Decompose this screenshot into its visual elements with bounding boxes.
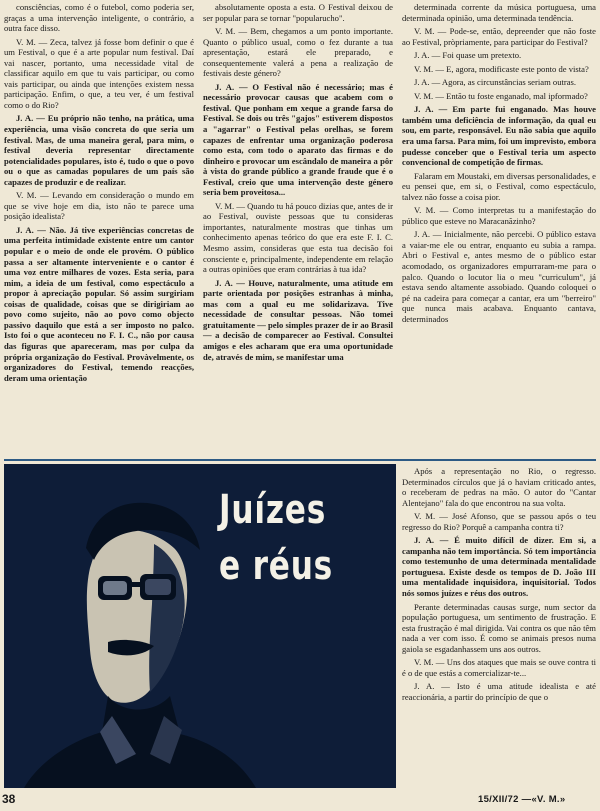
paragraph: J. A. — Eu próprio não tenho, na prática, uma experiência, uma visão concreta do que seria um festival. Mas, de uma maneira geral, para mim, o festival deveria representar directamente potencialidades populares, isto é, tudo o que o povo ou o que as camadas populares de um país são capazes de produzir e de realizar. [4,113,194,187]
paragraph: V. M. — Levando em consideração o mundo em que se vive hoje em dia, isto não te parece uma posição idealista? [4,190,194,222]
paragraph: J. A. — Isto é uma atitude idealista e até reaccionária, a partir do princípio de que o [402,681,596,702]
text-column-1 [4,2,194,386]
page-number: 38 [2,792,16,806]
section-divider [4,459,596,461]
page-footer [0,789,600,811]
paragraph: J. A. — O Festival não é necessário; mas é necessário provocar causas que acabem com o festival. Que ponham em xeque a grande farsa do Festival. Se dois ou três "gajos" estiverem dispostos a "agarrar" o Festival pelas orelhas, se forem capazes de enfrentar uma organização poderosa como esta, com todo o aparato das firmas e do dinheiro e provocar um escândalo de maneira a pôr à vista do grande público a grande fraude que é o Festival, creio que uma intervenção deste género seria bem proveitosa... [203,81,393,198]
paragraph: J. A. — Foi quase um pretexto. [414,50,522,61]
text-column-2 [203,2,393,365]
paragraph: J. A. — Em parte fui enganado. Mas houve também uma deficiência de informação, da qual eu sou, em parte, responsável. Eu não sabia que aquilo era uma farsa. Para mim, foi um imprevisto, embora pudesse conceber que o Festival teria um aspecto convencional de competição de firmas. [402,104,596,168]
paragraph: V. M. — Então tu foste enganado, mal ipformado? [414,90,588,101]
paragraph: J. A. — Não. Já tive experiências concretas de uma perfeita intimidade existente entre um cantor popular e o meio de onde ele provém. O público passa a ser altamente interveniente e o cantor é uma voz entre milhares de vozes. Esta seria, para mim, a ideia de um festival, como espectáculo a propor à apreciação popular. Só assim surgiriam coisas de qualidade, coisas que se dirigiriam ao povo como sujeito, não ao povo como objecto passivo daquilo que está a ser imposto no palco. Isto foi o que aconteceu no F. I. C., não por causa das figuras que apareceram, mas por culpa da própria organização do Festival. Provàvelmente, os organizadores do Festival, temendo reacções, deram uma orientação [4,224,194,383]
paragraph: J. A. — É muito difícil de dizer. Em si, a campanha não tem importância. Só tem importância como testemunho de uma determinada mentalidade portuguesa. Existe desde os tempos de D. João III uma mentalidade inquisidora, inquisitorial. Todos nós somos juízes e réus dos outros. [402,535,596,599]
paragraph: J. A. — Agora, as circunstâncias seriam outras. [414,77,577,88]
title-line-1: Juízes [219,487,327,533]
paragraph: V. M. — José Afonso, que se passou após o teu regresso do Rio? Porquê a campanha contra ti? [402,511,596,532]
paragraph: V. M. — Uns dos ataques que mais se ouve contra ti é o de que estás a comercializar-te... [402,657,596,678]
paragraph: determinada corrente da música portuguesa, uma determinada opinião, uma determinada tendência. [402,2,596,23]
text-column-4 [402,466,596,786]
text-column-3 [402,2,596,327]
paragraph: Perante determinadas causas surge, num sector da população portuguesa, um sentimento de frustração. E esta frustração é mal dirigida. Vai contra os que não têm nada a ver com isso. É como se animais presos numa gaiola se esgadanhassem uns aos outros. [402,601,596,654]
paragraph: V. M. — Zeca, talvez já fosse bom definir o que é um Festival, o que é a arte popular num festival. Daí vai nascer, portanto, uma necessidade vital de classificar aquilo em que tu vais participar, ou como vais participar, ou ainda que intenções existem nessa participação. Enfim, o que, a teu ver, é um festival como o do Rio? [4,36,194,110]
paragraph: V. M. — Bem, chegamos a um ponto importante. Quanto o público usual, como o fez durante a tua apresentação, estará ele preparado, e consequentemente valerá a pena a realização de festivais deste género? [203,26,393,79]
paragraph: V. M. — E, agora, modificaste este ponto de vista? [414,63,589,74]
issue-reference: 15/XII/72 —«V. M.» [478,794,566,805]
title-line-2: e réus [219,543,334,589]
article-title [219,482,352,594]
paragraph: absolutamente oposta a esta. O Festival deixou de ser popular para se tornar "popularucho". [203,2,393,23]
paragraph: Após a representação no Rio, o regresso. Determinados círculos que já o haviam criticado antes, o receberam de pedras na mão. O autor do "Cantar Alentejano" fala do que encontrou na sua volta. [402,466,596,508]
paragraph: V. M. — Pode-se, então, depreender que não foste ao Festival, pròpriamente, para participar do Festival? [402,26,596,47]
paragraph: consciências, como é o futebol, como poderia ser, graças a uma intervenção inteligente, o contrário, a outra face disso. [4,2,194,34]
portrait-photo [4,464,396,788]
paragraph: Falaram em Moustaki, em diversas personalidades, e eu pensei que, em si, o Festival, como espectáculo, talvez não fosse a coisa pior. [402,170,596,202]
paragraph: J. A. — Houve, naturalmente, uma atitude em parte orientada por posições estranhas à minha, mas com a qual eu me solidarizava. Tive necessidade de consultar pessoas. Não tomei gratuitamente — pelo simples prazer de ir ao Brasil — a decisão de comparecer ao Festival. Consultei amigos e eles acharam que era uma oportunidade de, através de mim, se manifestar uma [203,277,393,362]
paragraph: J. A. — Inicialmente, não percebi. O público estava a vaiar-me ele ou entrar, enquanto eu subia a rampa. Abri o Festival e, antes mesmo de o público estar acomodado, os organizadores empurraram-me para o palco. Quando o locutor lia o meu "curriculum", já estava sendo altamente assobiado. Quando coloquei o pé na cadeira para começar a cantar, era um "berreiro" que nunca mais acabava. Enquanto cantava, determinados [402,229,596,324]
paragraph: V. M. — Como interpretas tu a manifestação do público que esteve no Maracanãzinho? [402,205,596,226]
paragraph: V. M. — Quando tu há pouco dizias que, antes de ir ao Festival, ouviste pessoas que tu consideras importantes, naturalmente mostras que tinhas um conhecimento apenas teórico do que era este F. I. C. Mesmo assim, consideras que esta tua decisão foi consciente e, principalmente, independente em relação a outras opiniões que eram contrárias à tua ida? [203,200,393,275]
